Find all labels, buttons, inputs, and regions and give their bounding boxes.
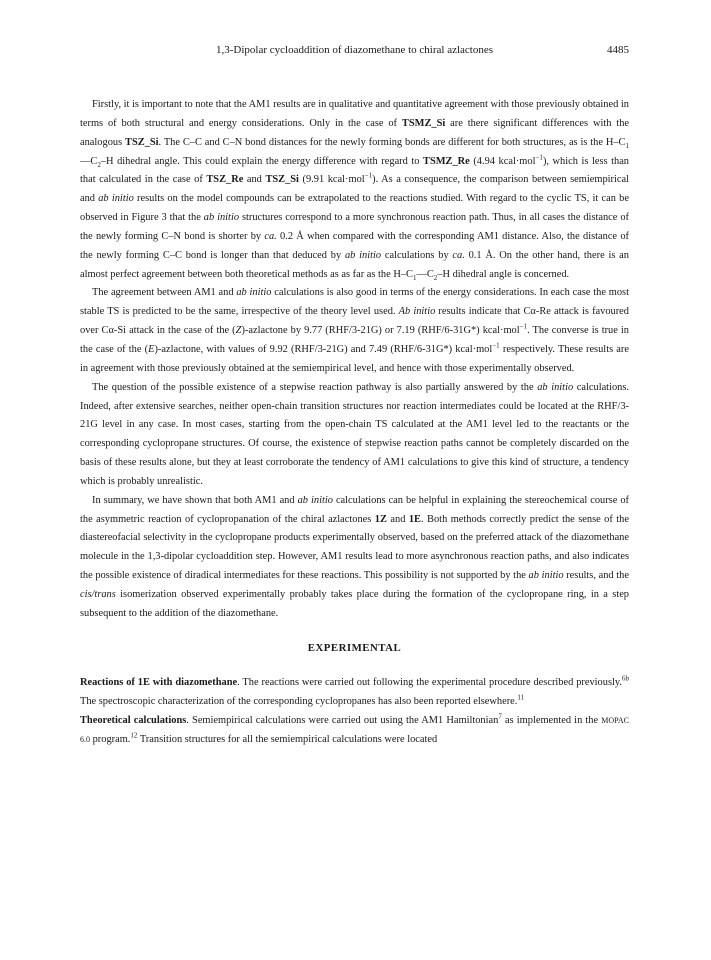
page-header — [80, 44, 629, 60]
paragraph-summary: In summary, we have shown that both AM1 and ab initio calculations can be helpful in explaining the stereochemical course of the asymmetric reaction of cyclopropanation of the chiral azlactones 1Z and 1E. Both methods correctly predict the sense of the diastereofacial selectivity in the cyclopropane products experimentally observed, based on the preferred attack of the diazomethane molecule in the 1,3-dipolar cycloaddition step. However, AM1 results lead to more asynchronous reaction paths, and also indicates the possible existence of diradical intermediates for these reactions. This possibility is not supported by the ab initio results, and the cis/trans isomerization observed experimentally probably takes place during the formation of the cyclopropane ring, in a step subsequent to the addition of the diazomethane. — [80, 494, 629, 619]
paragraph-comparison: Firstly, it is important to note that the AM1 results are in qualitative and quantitative agreement with those previously obtained in terms of both structural and energy considerations. Only in the case of TSMZ_Si are there significant differences with the analogous TSZ_Si. The C–C and C–N bond distances for the newly forming bonds are different for both structures, as is the $H-C_1—C_2-H$ dihedral angle. This could explain the energy difference with regard to TSMZ_Re (4.94 kcal·mol$^{-1}$), which is less than that calculated in the case of TSZ_Re and TSZ_Si (9.91 kcal·mol$^{-1}$). As a consequence, the comparison between semiempirical and ab initio results on the model compounds can be extrapolated to the reactions studied. With regard to the cyclic TS, it can be observed in Figure 3 that the ab initio structures correspond to a more synchronous reaction path. Thus, in all cases the distance of the newly forming C–N bond is shorter by ca. 0.2 Å when compared with the corresponding AM1 distance. Also, the distance of the newly forming C–C bond is longer than that deduced by ab initio calculations by ca. 0.1 Å. On the other hand, there is an almost perfect agreement between both theoretical methods as as far as the $H-C_1—C_2-H$ dihedral angle is concerned. — [80, 99, 630, 282]
run-in-heading: Reactions of 1E with diazomethane — [80, 677, 238, 689]
reference-marker: 12 — [130, 731, 138, 740]
page-number: 4485 — [607, 44, 629, 56]
paragraph-stepwise: The question of the possible existence of a stepwise reaction pathway is also partially answered by the ab initio calculations. Indeed, after extensive searches, neither open-chain transition structures nor reaction intermediates could be located at the RHF/3-21G level in any case. In most cases, starting from the open-chain TS calculated at the AM1 level led to the reactants or the corresponding cyclopropane structures. Of course, the existence of stepwise reaction paths cannot be completely discarded on the basis of these results alone, but they at least corroborate the tendency of AM1 calculations to give this kind of structure, a tendency which is probably unrealistic. — [80, 381, 629, 487]
running-title: 1,3-Dipolar cycloaddition of diazomethane to chiral azlactones — [215, 44, 494, 56]
body-text — [80, 96, 629, 750]
run-in-heading: Theoretical calculations — [80, 715, 187, 727]
reference-marker: 6b — [622, 675, 629, 683]
paragraph-reactions: Reactions of 1E with diazomethane. The reactions were carried out following the experimental procedure described previously.$^{6b}$ The spectroscopic characterization of the corresponding cyclopropanes has also been reported elsewhere.$^{11}$ — [80, 675, 629, 708]
reference-marker: 7 — [498, 712, 502, 721]
paragraph-theoretical: Theoretical calculations. Semiempirical calculations were carried out using the AM1 Hamiltonian$^7$ as implemented in the MOPAC 6.0 program.$^{12}$ Transition structures for all the semiempirical calculations were located — [80, 712, 629, 745]
reference-marker: 11 — [517, 693, 525, 702]
paragraph-energy: The agreement between AM1 and ab initio calculations is also good in terms of the energy considerations. In each case the most stable TS is predicted to be the same, irrespective of the theory level used. Ab initio results indicate that Cα-Re attack is favoured over Cα-Si attack in the case of the (Z)-azlactone by 9.77 (RHF/3-21G) or 7.19 (RHF/6-31G*) kcal·mol$^{-1}$. The converse is true in the case of the (E)-azlactone, with values of 9.92 (RHF/3-21G) and 7.49 (RHF/6-31G*) kcal·mol$^{-1}$ respectively. These results are in agreement with those previously obtained at the semiempirical level, and hence with those experimentally observed. — [80, 287, 629, 374]
section-heading-experimental: EXPERIMENTAL — [307, 641, 402, 654]
